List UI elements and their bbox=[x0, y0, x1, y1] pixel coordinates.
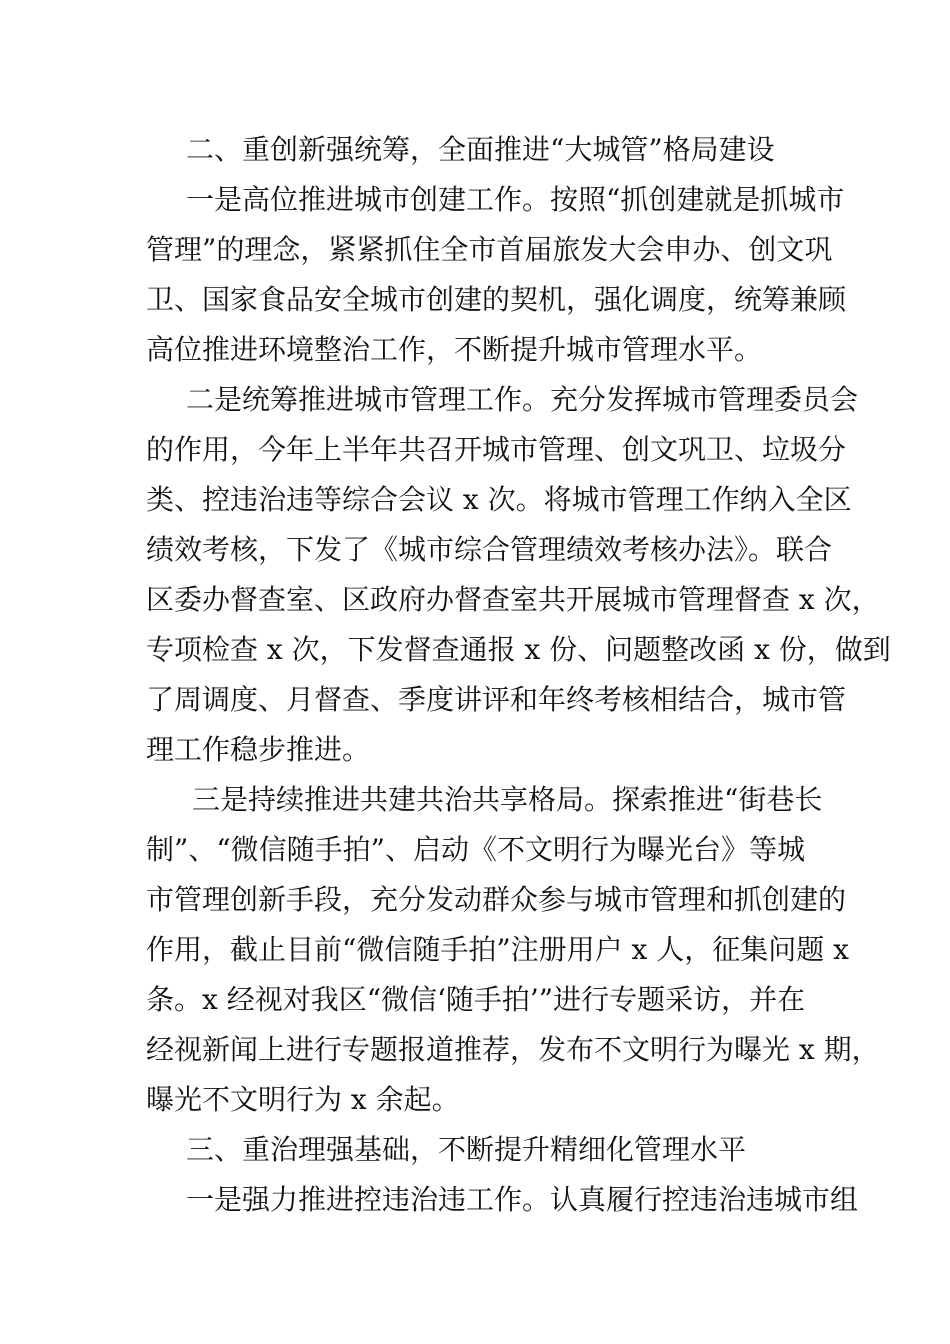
paragraph-line: 市管理创新手段，充分发动群众参与城市管理和抓创建的 bbox=[146, 883, 847, 916]
paragraph-line: 一是高位推进城市创建工作。按照“抓创建就是抓城市 bbox=[186, 183, 845, 216]
paragraph-line: 的作用，今年上半年共召开城市管理、创文巩卫、垃圾分 bbox=[146, 433, 847, 466]
paragraph-line: 二是统筹推进城市管理工作。充分发挥城市管理委员会 bbox=[186, 383, 859, 416]
paragraph-line: 经视新闻上进行专题报道推荐，发布不文明行为曝光 x 期， bbox=[146, 1033, 880, 1066]
paragraph-line: 了周调度、月督查、季度讲评和年终考核相结合，城市管 bbox=[146, 683, 847, 716]
paragraph-line: 理工作稳步推进。 bbox=[146, 733, 371, 766]
section-heading-3: 三、重治理强基础，不断提升精细化管理水平 bbox=[186, 1133, 747, 1166]
paragraph-line: 曝光不文明行为 x 余起。 bbox=[146, 1083, 460, 1116]
paragraph-line: 三是持续推进共建共治共享格局。探索推进“街巷长 bbox=[192, 783, 823, 816]
paragraph-line: 类、控违治违等综合会议 x 次。将城市管理工作纳入全区 bbox=[146, 483, 852, 516]
section-heading-2: 二、重创新强统筹，全面推进“大城管”格局建设 bbox=[186, 133, 775, 166]
paragraph-line: 专项检查 x 次，下发督查通报 x 份、问题整改函 x 份，做到 bbox=[146, 633, 891, 666]
paragraph-line: 高位推进环境整治工作，不断提升城市管理水平。 bbox=[146, 333, 763, 366]
paragraph-line: 卫、国家食品安全城市创建的契机，强化调度，统筹兼顾 bbox=[146, 283, 847, 316]
paragraph-line: 绩效考核，下发了《城市综合管理绩效考核办法》。联合 bbox=[146, 533, 833, 566]
paragraph-line: 制”、“微信随手拍”、启动《不文明行为曝光台》等城 bbox=[146, 833, 805, 866]
paragraph-line: 条。x 经视对我区“微信‘随手拍’”进行专题采访，并在 bbox=[146, 983, 806, 1016]
paragraph-line: 一是强力推进控违治违工作。认真履行控违治违城市组 bbox=[186, 1183, 859, 1216]
paragraph-line: 作用，截止目前“微信随手拍”注册用户 x 人，征集问题 x bbox=[146, 933, 849, 966]
paragraph-line: 管理”的理念，紧紧抓住全市首届旅发大会申办、创文巩 bbox=[146, 233, 833, 266]
paragraph-line: 区委办督查室、区政府办督查室共开展城市管理督查 x 次， bbox=[146, 583, 880, 616]
